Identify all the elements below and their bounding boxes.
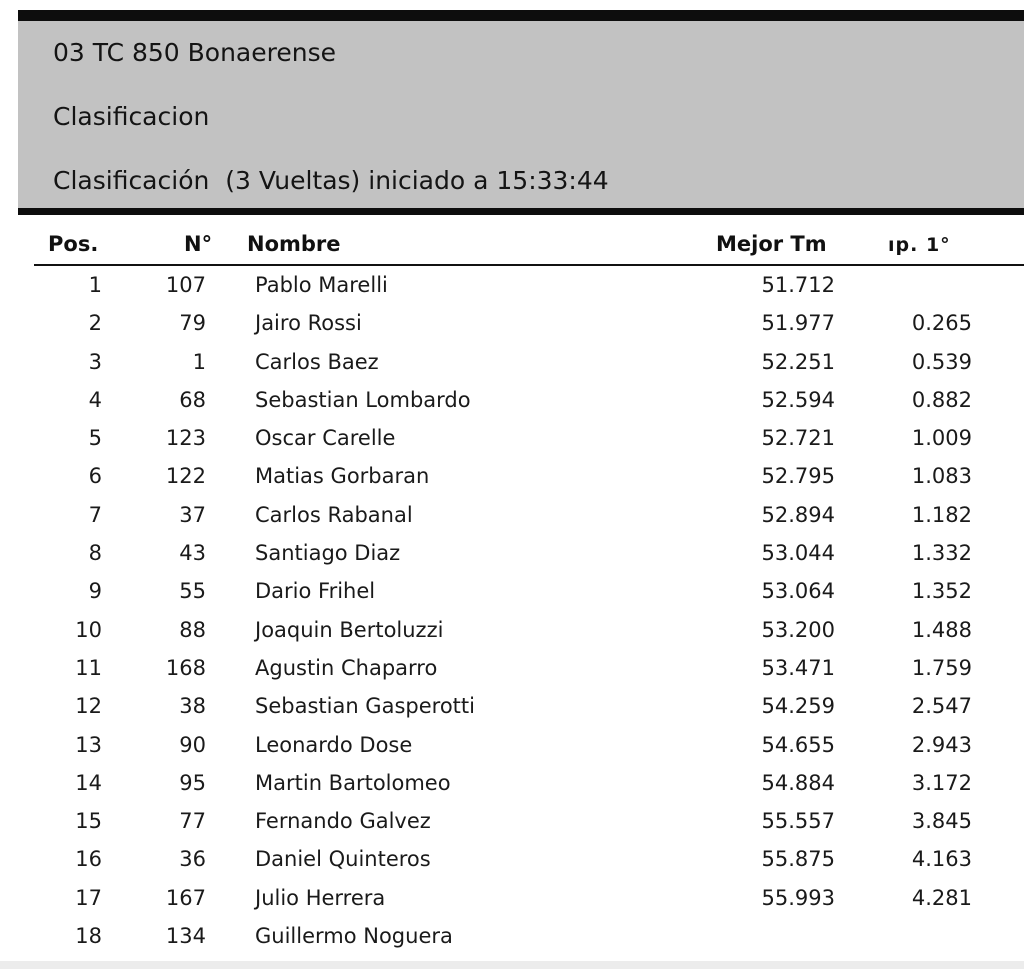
- position-cell: 9: [88, 579, 102, 604]
- driver-name-cell: Fernando Galvez: [255, 809, 431, 834]
- best-time-cell: 52.894: [761, 502, 835, 527]
- table-row: [0, 268, 1024, 306]
- best-time-cell: 55.993: [761, 885, 835, 910]
- gap-cell: 1.332: [911, 541, 972, 566]
- driver-name-cell: Leonardo Dose: [255, 732, 413, 757]
- column-header-best-time: Mejor Tm: [716, 232, 827, 256]
- car-number-cell: 68: [179, 387, 206, 412]
- driver-name-cell: Pablo Marelli: [255, 273, 388, 297]
- column-header-number: N°: [184, 232, 213, 256]
- driver-name-cell: Santiago Diaz: [255, 541, 401, 566]
- best-time-cell: 52.251: [761, 349, 835, 374]
- position-cell: 1: [88, 273, 102, 297]
- car-number-cell: 88: [179, 617, 206, 642]
- position-cell: 3: [88, 349, 102, 374]
- table-row: [0, 766, 1024, 804]
- gap-cell: 4.163: [911, 847, 972, 872]
- car-number-cell: 37: [179, 502, 206, 527]
- gap-cell: 3.172: [911, 770, 972, 795]
- driver-name-cell: Oscar Carelle: [255, 426, 396, 451]
- table-row: [0, 689, 1024, 727]
- table-row: [0, 613, 1024, 651]
- car-number-cell: 122: [165, 464, 206, 489]
- position-cell: 10: [75, 617, 102, 642]
- driver-name-cell: Martin Bartolomeo: [255, 770, 451, 795]
- column-header-name: Nombre: [247, 232, 341, 256]
- table-row: [0, 536, 1024, 574]
- gap-cell: 1.352: [911, 579, 972, 604]
- car-number-cell: 43: [179, 541, 206, 566]
- driver-name-cell: Guillermo Noguera: [255, 924, 453, 949]
- table-row: [0, 421, 1024, 459]
- best-time-cell: 53.200: [761, 617, 835, 642]
- table-row: [0, 919, 1024, 957]
- car-number-cell: 168: [165, 655, 206, 680]
- best-time-cell: 53.064: [761, 579, 835, 604]
- position-cell: 16: [75, 847, 102, 872]
- gap-cell: 1.759: [911, 655, 972, 680]
- position-cell: 8: [88, 541, 102, 566]
- table-row: [0, 651, 1024, 689]
- session-title: Clasificacion: [53, 102, 210, 131]
- table-row: [0, 881, 1024, 919]
- best-time-cell: 54.655: [761, 732, 835, 757]
- gap-cell: 2.547: [911, 694, 972, 719]
- gap-cell: 4.281: [911, 885, 972, 910]
- gap-cell: 0.539: [911, 349, 972, 374]
- car-number-cell: 134: [165, 924, 206, 949]
- results-header: [18, 10, 1024, 215]
- gap-cell: 1.009: [911, 426, 972, 451]
- table-row: [0, 345, 1024, 383]
- event-title: 03 TC 850 Bonaerense: [53, 38, 336, 67]
- position-cell: 14: [75, 770, 102, 795]
- car-number-cell: 79: [179, 311, 206, 336]
- driver-name-cell: Julio Herrera: [255, 885, 386, 910]
- position-cell: 17: [75, 885, 102, 910]
- table-row: [0, 804, 1024, 842]
- table-row: [0, 842, 1024, 880]
- position-cell: 13: [75, 732, 102, 757]
- driver-name-cell: Agustin Chaparro: [255, 655, 438, 680]
- driver-name-cell: Daniel Quinteros: [255, 847, 431, 872]
- position-cell: 12: [75, 694, 102, 719]
- column-header-pos: Pos.: [48, 232, 99, 256]
- driver-name-cell: Dario Frihel: [255, 579, 376, 604]
- table-row: [0, 306, 1024, 344]
- car-number-cell: 123: [165, 426, 206, 451]
- position-cell: 4: [88, 387, 102, 412]
- car-number-cell: 36: [179, 847, 206, 872]
- best-time-cell: 52.795: [761, 464, 835, 489]
- best-time-cell: 54.259: [761, 694, 835, 719]
- car-number-cell: 1: [192, 349, 206, 374]
- driver-name-cell: Joaquin Bertoluzzi: [255, 617, 444, 642]
- car-number-cell: 77: [179, 809, 206, 834]
- position-cell: 11: [75, 655, 102, 680]
- table-row: [0, 728, 1024, 766]
- gap-cell: 1.488: [911, 617, 972, 642]
- position-cell: 6: [88, 464, 102, 489]
- driver-name-cell: Sebastian Gasperotti: [255, 694, 475, 719]
- driver-name-cell: Jairo Rossi: [255, 311, 362, 336]
- car-number-cell: 95: [179, 770, 206, 795]
- car-number-cell: 55: [179, 579, 206, 604]
- table-row: [0, 459, 1024, 497]
- driver-name-cell: Matias Gorbaran: [255, 464, 430, 489]
- best-time-cell: 52.721: [761, 426, 835, 451]
- column-header-gap: ıp. 1°: [888, 234, 951, 256]
- session-details: Clasificación (3 Vueltas) iniciado a 15:33:44: [53, 166, 609, 195]
- gap-cell: 0.882: [911, 387, 972, 412]
- table-row: [0, 574, 1024, 612]
- table-row: [0, 498, 1024, 536]
- best-time-cell: 51.977: [761, 311, 835, 336]
- header-divider: [34, 264, 1024, 266]
- position-cell: 18: [75, 924, 102, 949]
- car-number-cell: 38: [179, 694, 206, 719]
- car-number-cell: 107: [165, 273, 206, 297]
- best-time-cell: 55.875: [761, 847, 835, 872]
- best-time-cell: 53.471: [761, 655, 835, 680]
- best-time-cell: 54.884: [761, 770, 835, 795]
- position-cell: 5: [88, 426, 102, 451]
- driver-name-cell: Carlos Baez: [255, 349, 379, 374]
- best-time-cell: 55.557: [761, 809, 835, 834]
- results-table: [0, 268, 1024, 957]
- best-time-cell: 52.594: [761, 387, 835, 412]
- gap-cell: 2.943: [911, 732, 972, 757]
- car-number-cell: 167: [165, 885, 206, 910]
- page-bottom-edge: [0, 961, 1024, 969]
- car-number-cell: 90: [179, 732, 206, 757]
- gap-cell: 1.083: [911, 464, 972, 489]
- table-row: [0, 383, 1024, 421]
- gap-cell: 3.845: [911, 809, 972, 834]
- gap-cell: 0.265: [911, 311, 972, 336]
- best-time-cell: 53.044: [761, 541, 835, 566]
- position-cell: 15: [75, 809, 102, 834]
- driver-name-cell: Carlos Rabanal: [255, 502, 413, 527]
- gap-cell: 1.182: [911, 502, 972, 527]
- position-cell: 2: [88, 311, 102, 336]
- best-time-cell: 51.712: [761, 273, 835, 297]
- position-cell: 7: [88, 502, 102, 527]
- driver-name-cell: Sebastian Lombardo: [255, 387, 471, 412]
